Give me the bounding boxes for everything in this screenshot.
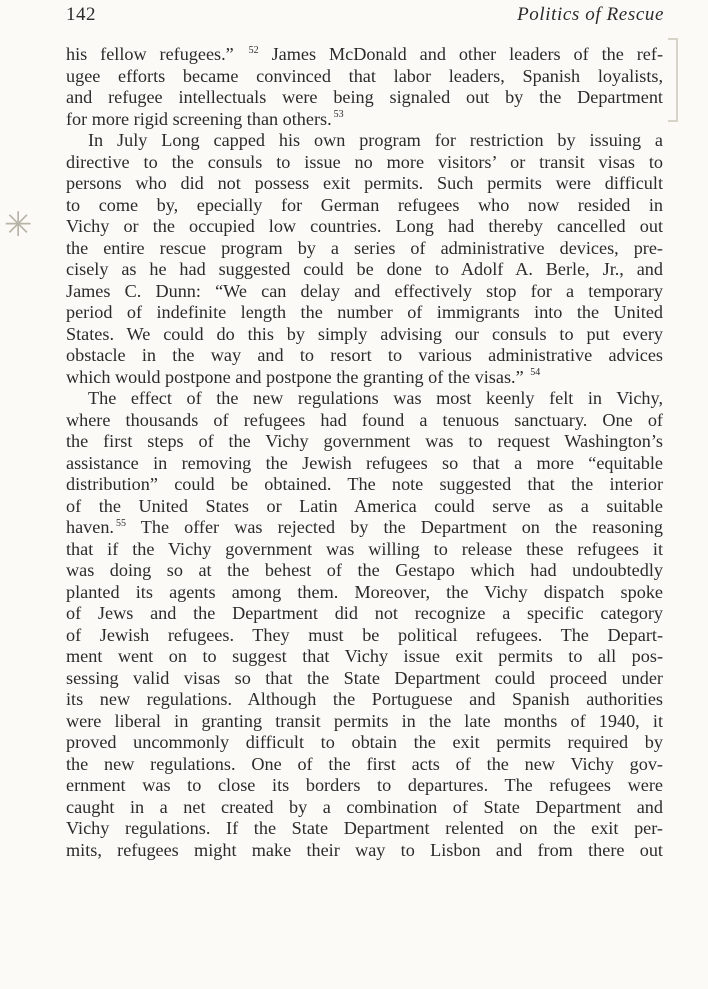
line-text: of Jews and the Department did not recognize a specific category [66, 603, 663, 623]
line-text: ernment was to close its borders to departures. The refugees were [66, 775, 663, 795]
paragraph [66, 44, 663, 130]
footnote-reference[interactable]: 52 [248, 44, 259, 56]
text-line [66, 689, 663, 711]
running-title: Politics of Rescue [517, 4, 664, 25]
text-line [66, 711, 663, 733]
line-text: planted its agents among them. Moreover, the Vichy dispatch spoke [66, 581, 663, 602]
text-line [66, 840, 663, 862]
text-line [66, 195, 663, 217]
text-line [66, 173, 663, 195]
line-text: period of indefinite length the number of immigrants into the United [66, 302, 663, 322]
line-text: James C. Dunn: “We can delay and effectively stop for a temporary [66, 280, 663, 301]
line-text: haven. [66, 517, 114, 537]
text-line [66, 754, 663, 776]
line-text: caught in a net created by a combination of State Department and [66, 796, 663, 817]
line-text: of the United States or Latin America could serve as a suitable [66, 495, 663, 516]
text-line [66, 453, 663, 475]
line-text: Vichy or the occupied low countries. Long had thereby cancelled out [66, 216, 663, 236]
line-text: mits, refugees might make their way to Lisbon and from there out [66, 839, 663, 860]
text-line [66, 410, 663, 432]
text-line [66, 152, 663, 174]
line-text: ment went on to suggest that Vichy issue exit permits to all pos- [66, 646, 663, 666]
text-line [66, 517, 663, 539]
text-line [66, 560, 663, 582]
text-line [66, 582, 663, 604]
text-line [66, 216, 663, 238]
line-text: of Jewish refugees. They must be political refugees. The Depart- [66, 624, 663, 645]
line-text: directive to the consuls to issue no more visitors’ or transit visas to [66, 151, 663, 172]
paragraph [66, 130, 663, 388]
line-text: assistance in removing the Jewish refugees so that a more “equitable [66, 452, 663, 473]
text-line [66, 668, 663, 690]
line-text: cisely as he had suggested could be done to Adolf A. Berle, Jr., and [66, 259, 663, 279]
line-text: Vichy regulations. If the State Department relented on the exit per- [66, 818, 663, 838]
line-text: were liberal in granting transit permits in the late months of 1940, it [66, 710, 663, 731]
paragraph [66, 388, 663, 861]
line-text: persons who did not possess exit permits. Such permits were difficult [66, 173, 663, 193]
text-line [66, 130, 663, 152]
text-line [66, 625, 663, 647]
line-text: its new regulations. Although the Portuguese and Spanish authorities [66, 689, 663, 709]
line-text: was doing so at the behest of the Gestapo which had undoubtedly [66, 560, 663, 580]
line-text: his fellow refugees.” [66, 44, 247, 64]
text-line [66, 66, 663, 88]
text-line [66, 496, 663, 518]
line-text: sessing valid visas so that the State Department could proceed under [66, 667, 663, 688]
text-line [66, 109, 663, 131]
text-line [66, 87, 663, 109]
text-line [66, 732, 663, 754]
text-line [66, 367, 663, 389]
line-text: that if the Vichy government was willing to release these refugees it [66, 538, 663, 559]
text-line [66, 44, 663, 66]
page-number: 142 [66, 4, 96, 25]
text-line [66, 646, 663, 668]
line-text: The effect of the new regulations was most keenly felt in Vichy, [88, 388, 663, 408]
line-text: obstacle in the way and to resort to various administrative advices [66, 345, 663, 365]
page-header [66, 4, 664, 34]
line-text: the first steps of the Vichy government was to request Washington’s [66, 431, 663, 451]
line-text: distribution” could be obtained. The note suggested that the interior [66, 474, 663, 494]
text-line [66, 431, 663, 453]
footnote-reference[interactable]: 53 [333, 109, 344, 121]
line-text: the new regulations. One of the first acts of the new Vichy gov- [66, 753, 663, 774]
line-text: The offer was rejected by the Department on the reasoning [125, 517, 663, 537]
text-line [66, 324, 663, 346]
text-line [66, 797, 663, 819]
margin-asterisk-mark: ✳ [4, 205, 33, 245]
margin-bracket-mark [668, 38, 678, 122]
line-text: to come by, epecially for German refugees who now resided in [66, 194, 663, 215]
line-text: James McDonald and other leaders of the ref- [258, 44, 663, 64]
line-text: In July Long capped his own program for restriction by issuing a [88, 130, 663, 150]
line-text: for more rigid screening than others. [66, 108, 332, 129]
text-line [66, 238, 663, 260]
line-text: proved uncommonly difficult to obtain the exit permits required by [66, 732, 663, 752]
line-text: which would postpone and postpone the granting of the visas.” [66, 366, 529, 387]
line-text: the entire rescue program by a series of administrative devices, pre- [66, 237, 663, 258]
footnote-reference[interactable]: 54 [530, 367, 541, 379]
text-line [66, 603, 663, 625]
text-line [66, 539, 663, 561]
line-text: and refugee intellectuals were being signaled out by the Department [66, 87, 663, 107]
text-line [66, 345, 663, 367]
text-line [66, 259, 663, 281]
text-line [66, 474, 663, 496]
text-line [66, 388, 663, 410]
text-line [66, 302, 663, 324]
line-text: where thousands of refugees had found a tenuous sanctuary. One of [66, 409, 663, 430]
line-text: ugee efforts became convinced that labor leaders, Spanish loyalists, [66, 65, 663, 86]
text-line [66, 775, 663, 797]
text-line [66, 281, 663, 303]
body-text [66, 44, 663, 861]
text-line [66, 818, 663, 840]
line-text: States. We could do this by simply advising our consuls to put every [66, 323, 663, 344]
footnote-reference[interactable]: 55 [115, 517, 126, 529]
